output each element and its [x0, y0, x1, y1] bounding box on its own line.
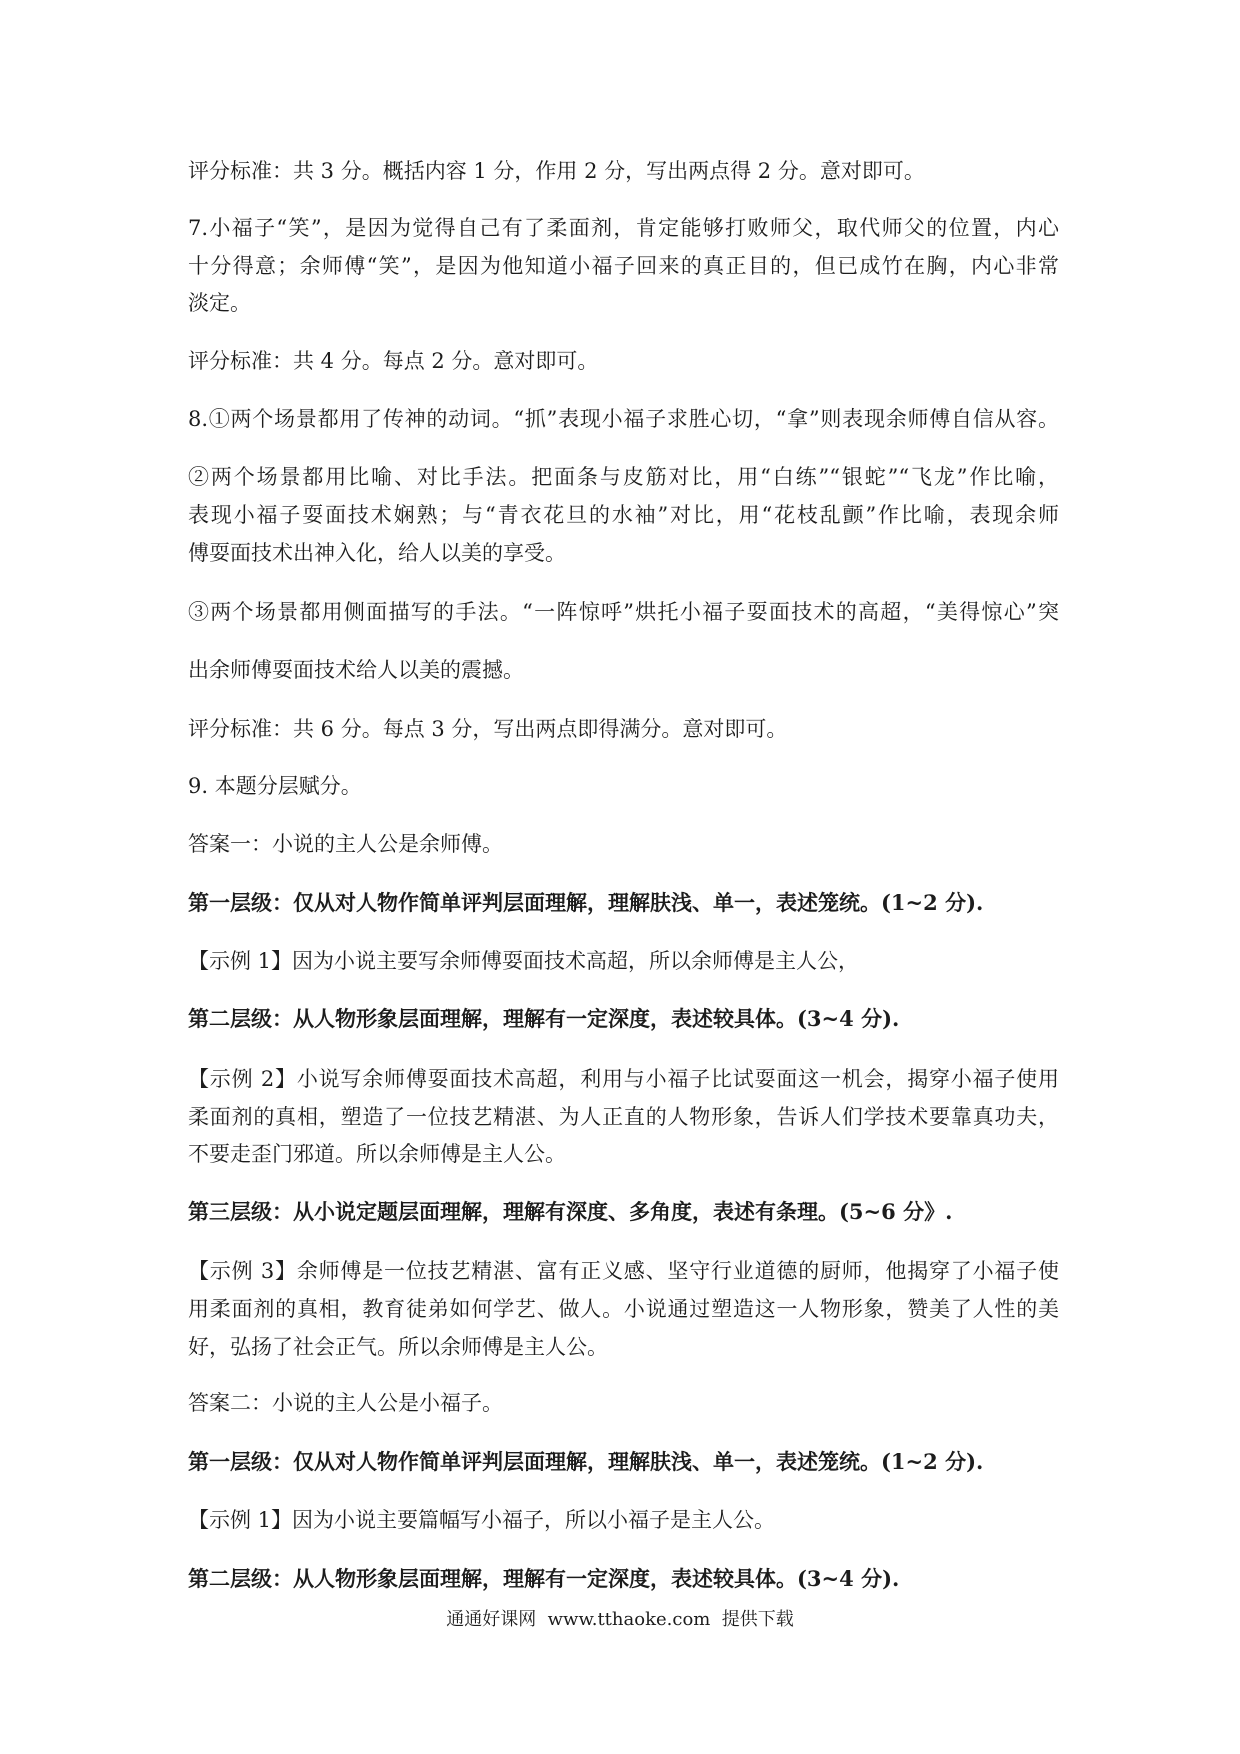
answer-1-example-3-line: 【示例 3】余师傅是一位技艺精湛、富有正义感、坚守行业道德的厨师，他揭穿了小福子使 [188, 1259, 1059, 1283]
q7-answer-line: 淡定。 [188, 291, 251, 315]
answer-1-example-2-line: 【示例 2】小说写余师傅耍面技术高超，利用与小福子比试耍面这一机会，揭穿小福子使用 [188, 1067, 1059, 1091]
answer-1-example-3-line: 好，弘扬了社会正气。所以余师傅是主人公。 [188, 1335, 608, 1359]
answer-1-example-3-line: 用柔面剂的真相，教育徒弟如何学艺、做人。小说通过塑造这一人物形象，赞美了人性的美 [188, 1297, 1059, 1321]
answer-2-level-2: 第二层级：从人物形象层面理解，理解有一定深度，表述较具体。(3~4 分). [188, 1566, 900, 1591]
q7-scoring: 评分标准：共 4 分。每点 2 分。意对即可。 [188, 349, 599, 373]
answer-1-level-2: 第二层级：从人物形象层面理解，理解有一定深度，表述较具体。(3~4 分). [188, 1006, 900, 1031]
q8-point-3-line: 出余师傅耍面技术给人以美的震撼。 [188, 658, 524, 682]
q8-point-3-line: ③两个场景都用侧面描写的手法。“一阵惊呼”烘托小福子耍面技术的高超，“美得惊心”突 [188, 600, 1059, 624]
answer-2-level-1: 第一层级：仅从对人物作简单评判层面理解，理解肤浅、单一，表述笼统。(1~2 分). [188, 1449, 984, 1474]
answer-1-level-1: 第一层级：仅从对人物作简单评判层面理解，理解肤浅、单一，表述笼统。(1~2 分). [188, 890, 984, 915]
answer-1-level-3: 第三层级：从小说定题层面理解，理解有深度、多角度，表述有条理。(5~6 分》. [188, 1199, 953, 1224]
answer-1-example-1: 【示例 1】因为小说主要写余师傅耍面技术高超，所以余师傅是主人公， [188, 949, 860, 973]
answer-1-label: 答案一：小说的主人公是余师傅。 [188, 832, 503, 856]
q8-scoring: 评分标准：共 6 分。每点 3 分，写出两点即得满分。意对即可。 [188, 717, 788, 741]
q8-point-2-line: 傅耍面技术出神入化，给人以美的享受。 [188, 541, 566, 565]
q9-intro: 9. 本题分层赋分。 [188, 774, 362, 798]
answer-1-example-2-line: 柔面剂的真相，塑造了一位技艺精湛、为人正直的人物形象，告诉人们学技术要靠真功夫， [188, 1105, 1059, 1129]
q7-answer-line: 7.小福子“笑”，是因为觉得自己有了柔面剂，肯定能够打败师父，取代师父的位置，内心 [188, 216, 1059, 240]
page-footer: 通通好课网 www.tthaoke.com 提供下载 [446, 1609, 794, 1630]
answer-2-example-1: 【示例 1】因为小说主要篇幅写小福子，所以小福子是主人公。 [188, 1508, 776, 1532]
answer-2-label: 答案二：小说的主人公是小福子。 [188, 1391, 503, 1415]
q8-point-2-line: ②两个场景都用比喻、对比手法。把面条与皮筋对比，用“白练”“银蛇”“飞龙”作比喻， [188, 465, 1059, 489]
q6-scoring: 评分标准：共 3 分。概括内容 1 分，作用 2 分，写出两点得 2 分。意对即可。 [188, 159, 925, 183]
q7-answer-line: 十分得意；余师傅“笑”，是因为他知道小福子回来的真正目的，但已成竹在胸，内心非常 [188, 254, 1059, 278]
q8-point-2-line: 表现小福子耍面技术娴熟；与“青衣花旦的水袖”对比，用“花枝乱颤”作比喻，表现余师 [188, 503, 1059, 527]
q8-point-1: 8.①两个场景都用了传神的动词。“抓”表现小福子求胜心切，“拿”则表现余师傅自信从容。 [188, 407, 1059, 431]
answer-1-example-2-line: 不要走歪门邪道。所以余师傅是主人公。 [188, 1142, 566, 1166]
